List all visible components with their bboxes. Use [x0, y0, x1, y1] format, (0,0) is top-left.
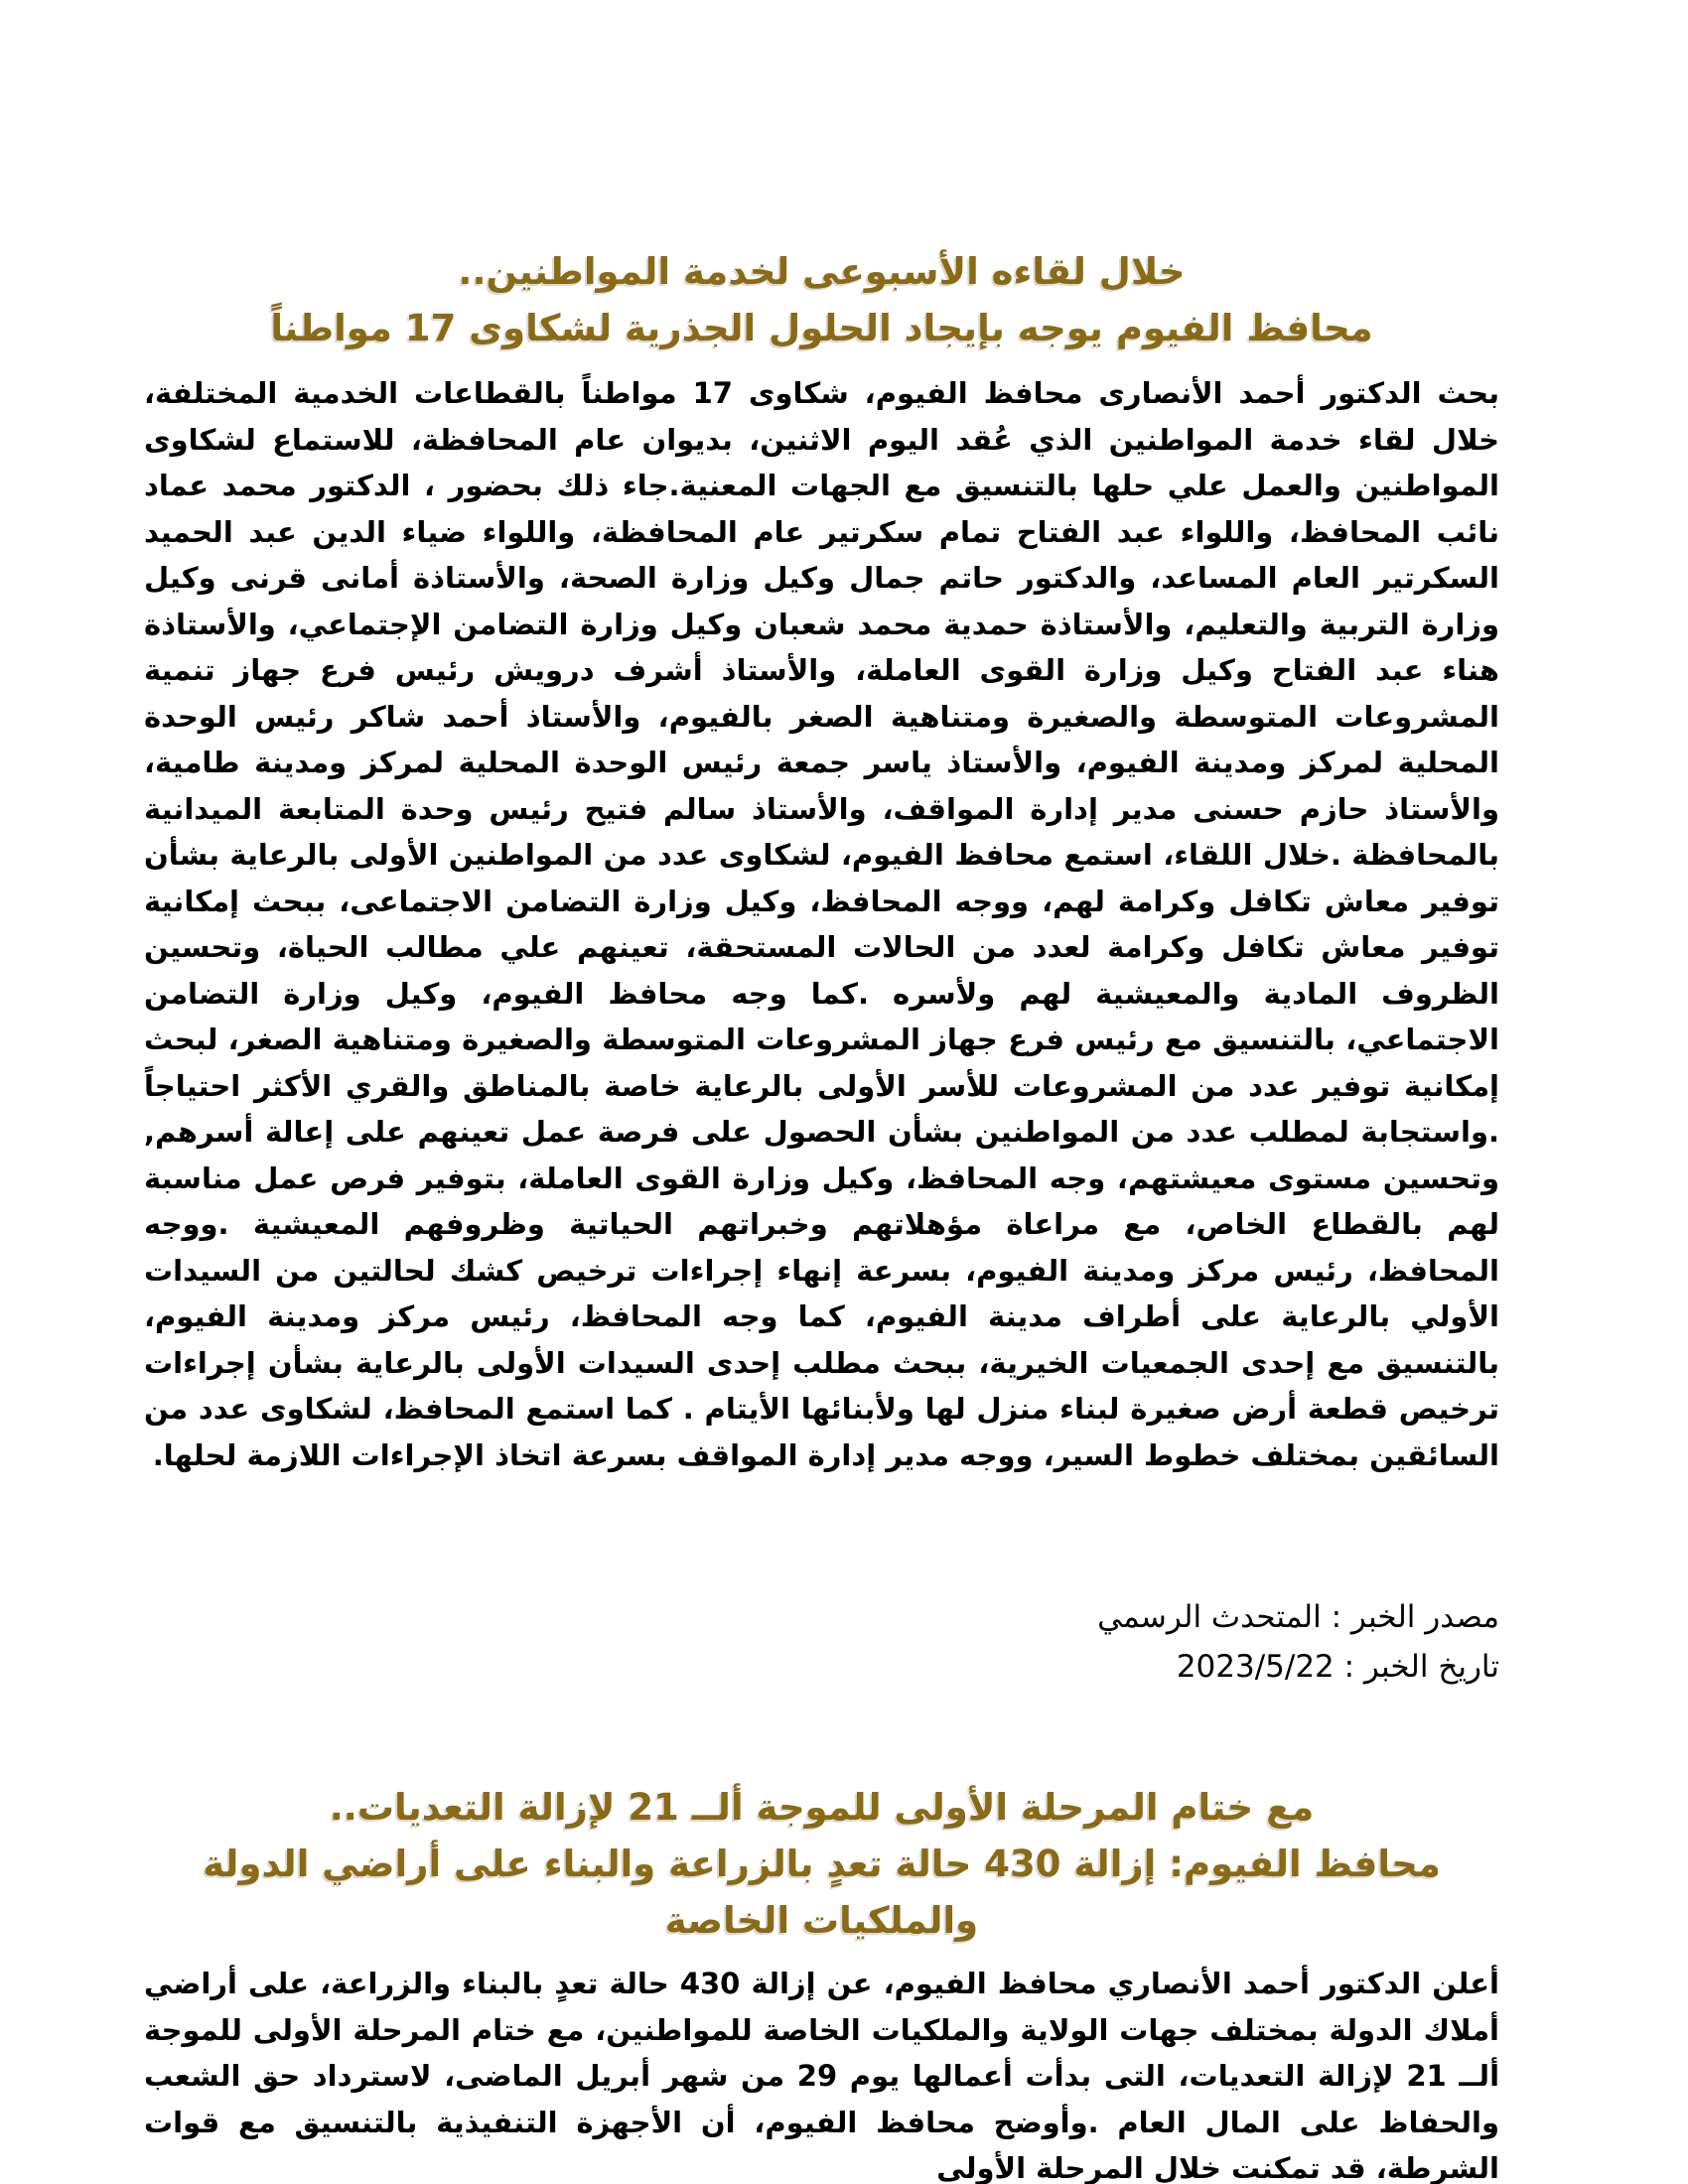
- article-2-title-line-3: والملكيات الخاصة: [664, 1899, 979, 1942]
- article-2-title-line-1: مع ختام المرحلة الأولى للموجة ألــ 21 لإزالة التعديات..: [329, 1786, 1315, 1829]
- article-1-title-line-2: محافظ الفيوم يوجه بإيجاد الحلول الجذرية لشكاوى 17 مواطناً: [270, 307, 1373, 349]
- article-2: [144, 1779, 1499, 2184]
- article-2-title: [144, 1779, 1499, 1949]
- article-1-body: بحث الدكتور أحمد الأنصارى محافظ الفيوم، شكاوى 17 مواطناً بالقطاعات الخدمية المختلفة، خلال لقاء خدمة المواطنين الذي عُقد اليوم الاثنين، بديوان عام المحافظة، للاستماع لشكاوى المواطنين والعمل علي حلها بالتنسيق مع الجهات المعنية.جاء ذلك بحضور ، الدكتور محمد عماد نائب المحافظ، واللواء عبد الفتاح تمام سكرتير عام المحافظة، واللواء ضياء الدين عبد الحميد السكرتير العام المساعد، والدكتور حاتم جمال وكيل وزارة الصحة، والأستاذة أمانى قرنى وكيل وزارة التربية والتعليم، والأستاذة حمدية محمد شعبان وكيل وزارة التضامن الإجتماعي، والأستاذة هناء عبد الفتاح وكيل وزارة القوى العاملة، والأستاذ أشرف درويش رئيس فرع جهاز تنمية المشروعات المتوسطة والصغيرة ومتناهية الصغر بالفيوم، والأستاذ أحمد شاكر رئيس الوحدة المحلية لمركز ومدينة الفيوم، والأستاذ ياسر جمعة رئيس الوحدة المحلية لمركز ومدينة طامية، والأستاذ حازم حسنى مدير إدارة المواقف، والأستاذ سالم فتيح رئيس وحدة المتابعة الميدانية بالمحافظة .خلال اللقاء، استمع محافظ الفيوم، لشكاوى عدد من المواطنين الأولى بالرعاية بشأن توفير معاش تكافل وكرامة لهم، ووجه المحافظ، وكيل وزارة التضامن الاجتماعى، ببحث إمكانية توفير معاش تكافل وكرامة لعدد من الحالات المستحقة، تعينهم علي مطالب الحياة، وتحسين الظروف المادية والمعيشية لهم ولأسره .كما وجه محافظ الفيوم، وكيل وزارة التضامن الاجتماعي، بالتنسيق مع رئيس فرع جهاز المشروعات المتوسطة والصغيرة ومتناهية الصغر، لبحث إمكانية توفير عدد من المشروعات للأسر الأولى بالرعاية خاصة بالمناطق والقري الأكثر احتياجاً .واستجابة لمطلب عدد من المواطنين بشأن الحصول على فرصة عمل تعينهم على إعالة أسرهم, وتحسين مستوى معيشتهم، وجه المحافظ، وكيل وزارة القوى العاملة، بتوفير فرص عمل مناسبة لهم بالقطاع الخاص، مع مراعاة مؤهلاتهم وخبراتهم الحياتية وظروفهم المعيشية .ووجه المحافظ، رئيس مركز ومدينة الفيوم، بسرعة إنهاء إجراءات ترخيص كشك لحالتين من السيدات الأولي بالرعاية على أطراف مدينة الفيوم، كما وجه المحافظ، رئيس مركز ومدينة الفيوم، بالتنسيق مع إحدى الجمعيات الخيرية، ببحث مطلب إحدى السيدات الأولى بالرعاية بشأن إجراءات ترخيص قطعة أرض صغيرة لبناء منزل لها ولأبنائها الأيتام . كما استمع المحافظ، لشكاوى عدد من السائقين بمختلف خطوط السير، ووجه مدير إدارة المواقف بسرعة اتخاذ الإجراءات اللازمة لحلها.: [144, 376, 1499, 1472]
- news-source-label: مصدر الخبر : المتحدث الرسمي: [1097, 1599, 1499, 1635]
- article-2-body: أعلن الدكتور أحمد الأنصاري محافظ الفيوم، عن إزالة 430 حالة تعدٍ بالبناء والزراعة، على أراضي أملاك الدولة بمختلف جهات الولاية والملكيات الخاصة للمواطنين، مع ختام المرحلة الأولى للموجة ألــ 21 لإزالة التعديات، التى بدأت أعمالها يوم 29 من شهر أبريل الماضى، لاسترداد حق الشعب والحفاظ على المال العام .وأوضح محافظ الفيوم، أن الأجهزة التنفيذية بالتنسيق مع قوات الشرطة، قد تمكنت خلال المرحلة الأولى: [144, 1967, 1500, 2184]
- source-block: [144, 1592, 1499, 1692]
- article-1-title: [144, 243, 1499, 356]
- article-2-title-line-2: محافظ الفيوم: إزالة 430 حالة تعدٍ بالزراعة والبناء على أراضي الدولة: [203, 1843, 1441, 1885]
- article-1: [144, 243, 1499, 1692]
- article-1-title-line-1: خلال لقاءه الأسبوعى لخدمة المواطنين..: [458, 250, 1186, 293]
- news-date-label: تاريخ الخبر : 2023/5/22: [1176, 1649, 1499, 1685]
